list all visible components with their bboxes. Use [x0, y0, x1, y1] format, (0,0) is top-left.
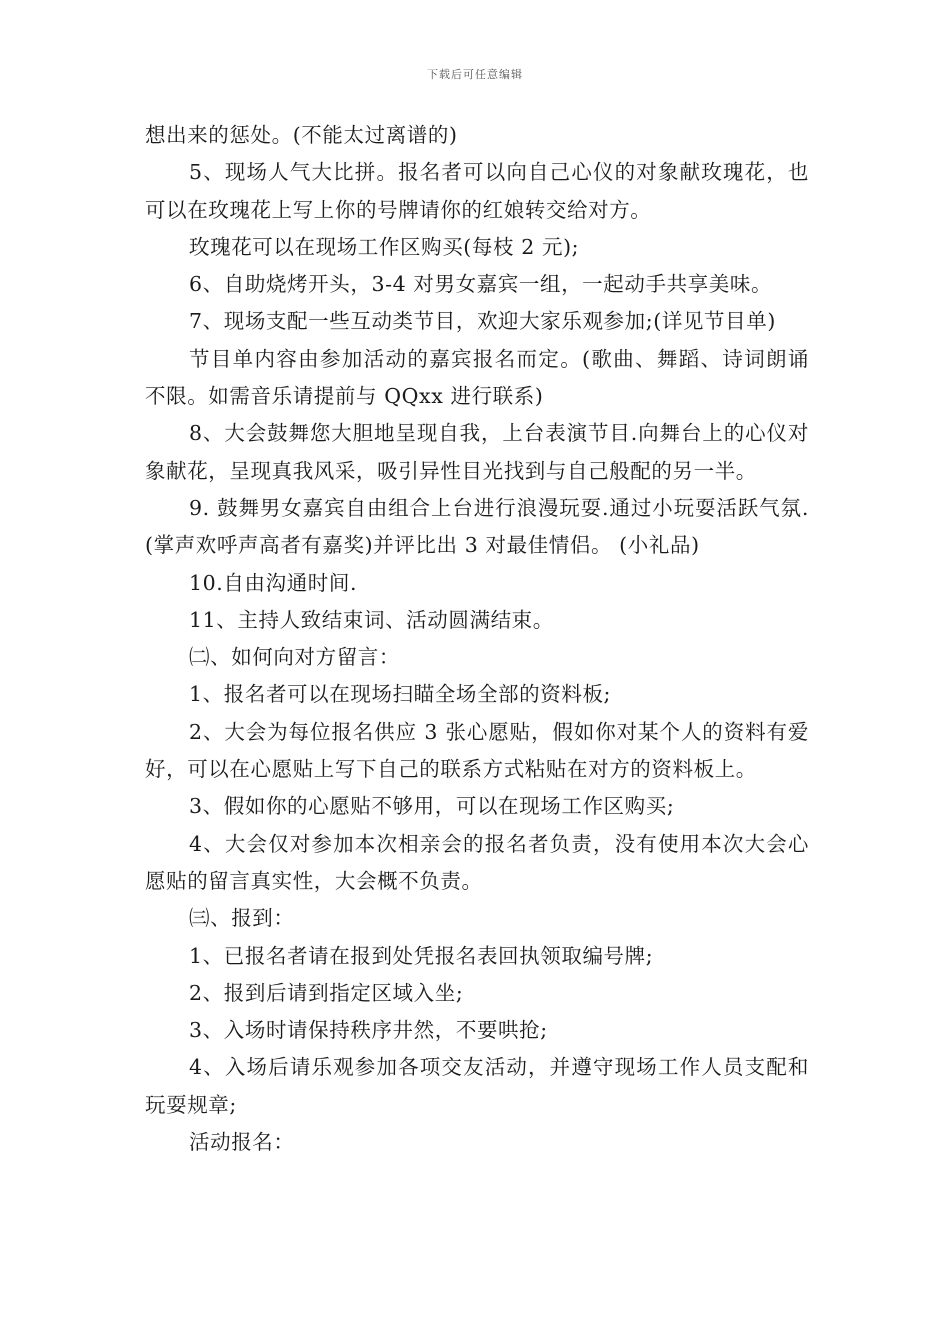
- paragraph-3: 玫瑰花可以在现场工作区购买(每枝 2 元);: [189, 234, 580, 259]
- paragraph-15: 1、已报名者请在报到处凭报名表回执领取编号牌;: [189, 943, 654, 968]
- section-heading-3: ㈢、报到：: [189, 906, 295, 931]
- paragraph-9: 10.自由沟通时间.: [189, 570, 358, 595]
- paragraph-8: 9. 鼓舞男女嘉宾自由组合上台进行浪漫玩耍.通过小玩耍活跃气氛.(掌声欢呼声高者有嘉奖)并评比出 3 对最佳情侣。 (小礼品): [145, 495, 809, 558]
- paragraph-17: 3、入场时请保持秩序井然，不要哄抢;: [189, 1018, 548, 1043]
- paragraph-12: 2、大会为每位报名供应 3 张心愿贴，假如你对某个人的资料有爱好，可以在心愿贴上写下自己的联系方式粘贴在对方的资料板上。: [145, 719, 809, 782]
- page-header: 下载后可任意编辑: [427, 68, 523, 81]
- section-heading-2: ㈡、如何向对方留言：: [189, 645, 400, 670]
- paragraph-13: 3、假如你的心愿贴不够用，可以在现场工作区购买;: [189, 794, 675, 819]
- document-body: [145, 117, 809, 1161]
- paragraph-7: 8、大会鼓舞您大胆地呈现自我，上台表演节目.向舞台上的心仪对象献花，呈现真我风采，吸引异性目光找到与自己般配的另一半。: [145, 421, 809, 483]
- paragraph-18: 4、入场后请乐观参加各项交友活动，并遵守现场工作人员支配和玩耍规章;: [145, 1055, 809, 1117]
- paragraph-4: 6、自助烧烤开头，3-4 对男女嘉宾一组，一起动手共享美味。: [189, 272, 773, 297]
- paragraph-14: 4、大会仅对参加本次相亲会的报名者负责，没有使用本次大会心愿贴的留言真实性，大会概不负责。: [145, 831, 809, 893]
- paragraph-5: 7、现场支配一些互动类节目，欢迎大家乐观参加;(详见节目单): [189, 309, 776, 334]
- paragraph-2: 5、现场人气大比拼。报名者可以向自己心仪的对象献玫瑰花，也可以在玫瑰花上写上你的号牌请你的红娘转交给对方。: [145, 160, 809, 222]
- paragraph-16: 2、报到后请到指定区域入坐;: [189, 980, 464, 1005]
- paragraph-19: 活动报名：: [189, 1130, 295, 1155]
- paragraph-11: 1、报名者可以在现场扫瞄全场全部的资料板;: [189, 682, 612, 707]
- paragraph-10: 11、主持人致结束词、活动圆满结束。: [189, 607, 554, 632]
- paragraph-6: 节目单内容由参加活动的嘉宾报名而定。(歌曲、舞蹈、诗词朗诵不限。如需音乐请提前与 QQxx 进行联系): [145, 346, 809, 409]
- paragraph-1: 想出来的惩处。(不能太过离谱的): [145, 123, 458, 147]
